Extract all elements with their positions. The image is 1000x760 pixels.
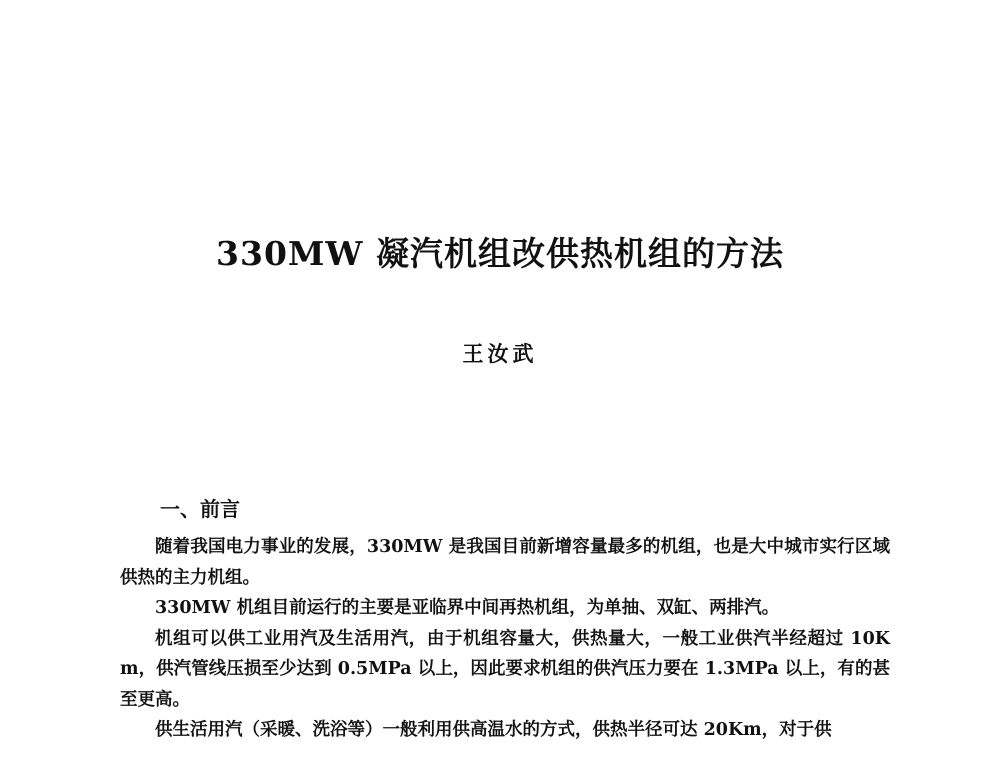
paragraph: 供生活用汽（采暖、洗浴等）一般利用供高温水的方式，供热半径可达 20Km，对于供 <box>155 720 832 740</box>
section-heading: 一、前言 <box>160 497 240 521</box>
author-name: 王汝武 <box>462 341 538 366</box>
paper-title: 330MW 凝汽机组改供热机组的方法 <box>216 234 784 273</box>
paragraph: 随着我国电力事业的发展，330MW 是我国目前新增容量最多的机组，也是大中城市实行区域供热的主力机组。 <box>120 537 890 588</box>
paragraph: 330MW 机组目前运行的主要是亚临界中间再热机组，为单抽、双缸、两排汽。 <box>155 598 780 618</box>
body-text <box>120 532 890 746</box>
paragraph: 机组可以供工业用汽及生活用汽，由于机组容量大，供热量大，一般工业供汽半经超过 10Km，供汽管线压损至少达到 0.5MPa 以上，因此要求机组的供汽压力要在 1.3MPa 以上，有的甚至更高。 <box>120 628 890 710</box>
